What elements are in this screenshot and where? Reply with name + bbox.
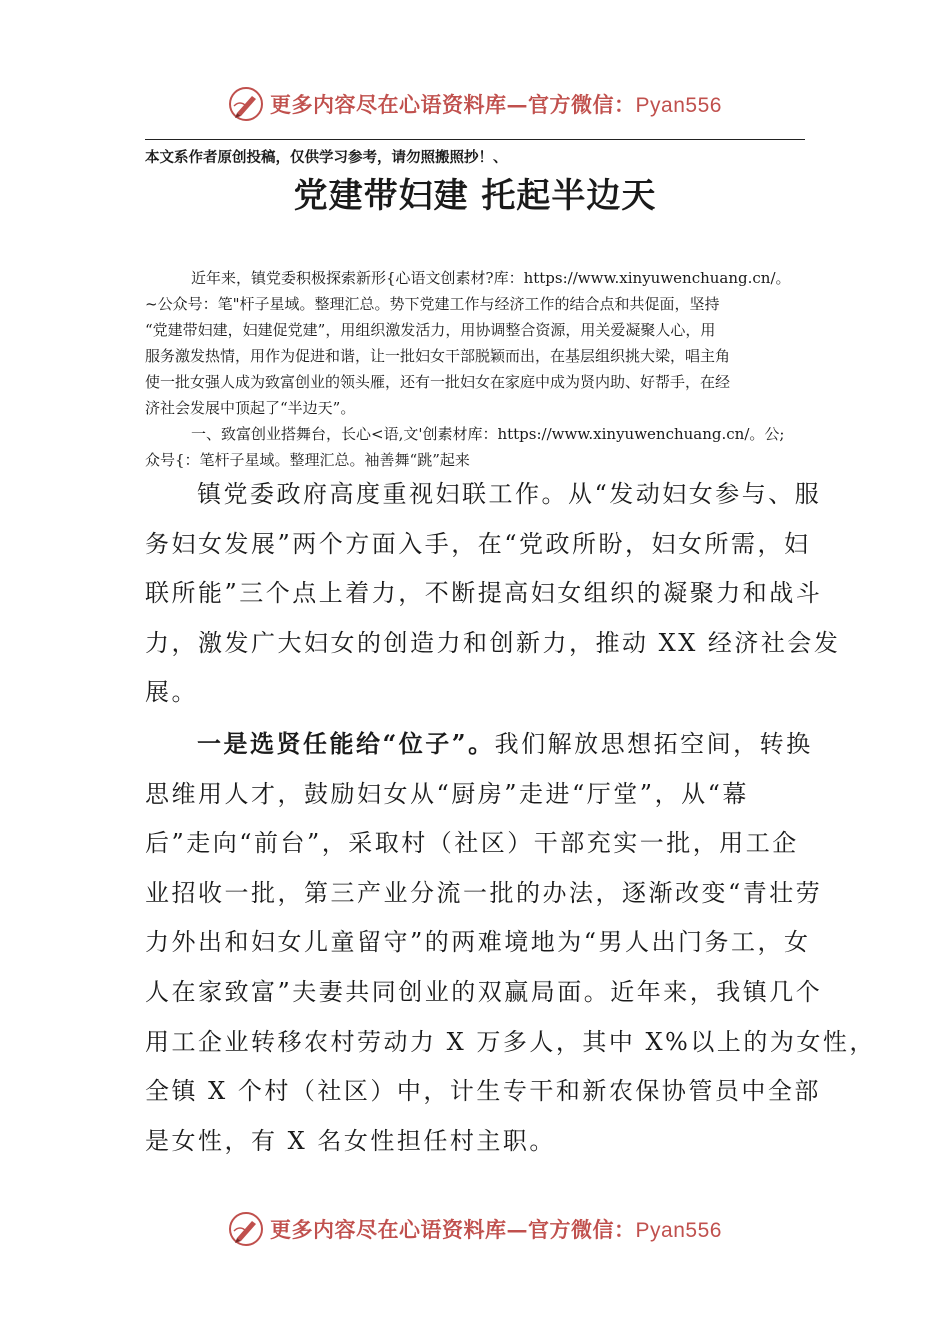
text-line: 一、致富创业搭舞台，长心<语,文'创素材库：https://www.xinyuwenchuang.cn/。公; xyxy=(191,425,785,443)
text-line: 镇党委政府高度重视妇联工作。从“发动妇女参与、服 xyxy=(197,480,822,508)
footer-banner xyxy=(0,1207,950,1251)
header-rule xyxy=(145,139,805,140)
text-line: 联所能”三个点上着力，不断提高妇女组织的凝聚力和战斗 xyxy=(145,579,823,608)
page-title: 党建带妇建 托起半边天 xyxy=(293,176,657,216)
paragraph-lead: 一是选贤任能给“位子”。 xyxy=(197,729,495,758)
text-line: 服务激发热情，用作为促进和谐，让一批妇女干部脱颖而出，在基层组织挑大梁，唱主角 xyxy=(145,347,731,365)
text-line: 务妇女发展”两个方面入手，在“党政所盼，妇女所需，妇 xyxy=(145,529,811,558)
header-banner xyxy=(0,82,950,126)
text-line: 业招收一批，第三产业分流一批的办法，逐渐改变“青壮劳 xyxy=(145,878,823,907)
text-line: ~公众号：笔"杆子星域。整理汇总。势下党建工作与经济工作的结合点和共促面，坚持 xyxy=(145,295,720,313)
text-line: 力外出和妇女儿童留守”的两难境地为“男人出门务工，女 xyxy=(145,928,811,957)
text-line: 人在家致富”夫妻共同创业的双赢局面。近年来，我镇几个 xyxy=(145,977,823,1006)
wechat-id: Pyan556 xyxy=(635,94,722,117)
text-line: 济社会发展中顶起了“半边天”。 xyxy=(145,399,356,417)
text-line: 近年来，镇党委积极探索新形{心语文创素材?库：https://www.xinyuwenchuang.cn/。 xyxy=(191,269,791,287)
text-line: 思维用人才，鼓励妇女从“厨房”走进“厅堂”，从“幕 xyxy=(145,779,749,808)
text-line: 一是选贤任能给“位子”。我们解放思想拓空间，转换 xyxy=(197,729,813,758)
text-line: 用工企业转移农村劳动力 X 万多人，其中 X%以上的为女性， xyxy=(145,1027,876,1056)
text-line: 使一批女强人成为致富创业的领头雁，还有一批妇女在家庭中成为贤内助、好帮手，在经 xyxy=(145,373,731,391)
text-line: 后”走向“前台”，采取村（社区）干部充实一批，用工企 xyxy=(145,829,799,858)
body-paragraph-1 xyxy=(145,470,841,718)
pen-logo-icon xyxy=(228,86,264,122)
pen-logo-icon xyxy=(228,1211,264,1247)
text-line: 力，激发广大妇女的创造力和创新力，推动 XX 经济社会发 xyxy=(145,628,841,657)
text-line: 众号{：笔杆子星域。整理汇总。袖善舞“跳”起来 xyxy=(145,451,470,469)
copyright-notice: 本文系作者原创投稿，仅供学习参考，请勿照搬照抄！、 xyxy=(145,149,508,166)
text-line: 全镇 X 个村（社区）中，计生专干和新农保协管员中全部 xyxy=(145,1077,821,1106)
banner-text: 更多内容尽在心语资料库—官方微信：Pyan556 xyxy=(270,92,722,117)
text-line: “党建带妇建，妇建促党建”，用组织激发活力，用协调整合资源，用关爱凝聚人心，用 xyxy=(145,321,716,339)
text-line: 展。 xyxy=(145,678,198,707)
intro-paragraph xyxy=(145,265,807,421)
body-paragraph-2 xyxy=(145,719,876,1166)
wechat-id: Pyan556 xyxy=(635,1219,722,1242)
text-line: 是女性，有 X 名女性担任村主职。 xyxy=(145,1126,556,1155)
banner-text: 更多内容尽在心语资料库—官方微信：Pyan556 xyxy=(270,1217,722,1242)
section-heading-1 xyxy=(145,421,807,473)
